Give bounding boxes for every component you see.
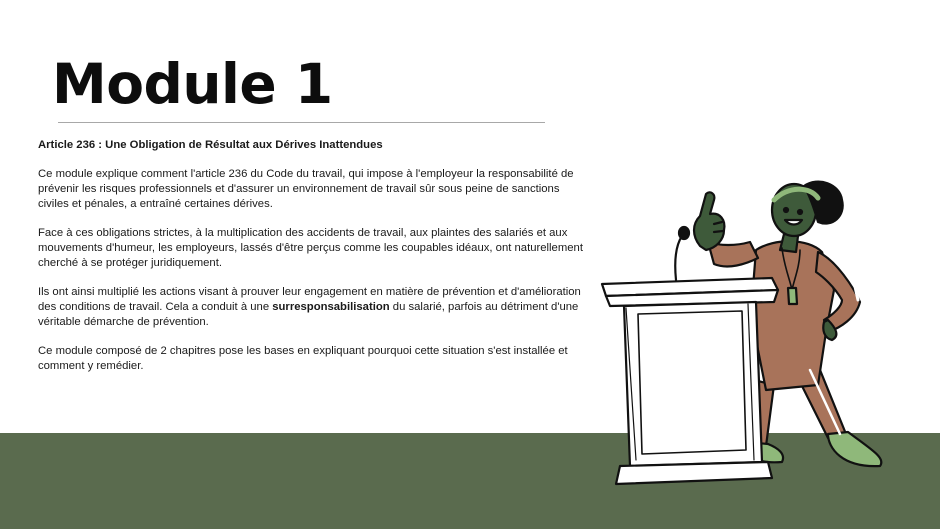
paragraph-4: Ce module composé de 2 chapitres pose les bases en expliquant pourquoi cette situation s'est installée et comment y remédier. xyxy=(38,345,568,372)
article-heading: Article 236 : Une Obligation de Résultat aux Dérives Inattendues xyxy=(38,139,383,151)
paragraph-3-end: du salarié, parfois au détriment d'une véritable démarche de prévention. xyxy=(38,301,579,328)
paragraph-2: Face à ces obligations strictes, à la multiplication des accidents de travail, aux plaintes des salariés et aux mouvements d'humeur, les employeurs, lassés d'être perçus comme les coupables idéaux, ont naturellement cherché à se protéger juridiquement. xyxy=(38,227,583,269)
module-description xyxy=(38,138,590,388)
speaker-at-podium-icon xyxy=(596,180,896,500)
page-title: Module 1 xyxy=(52,52,333,116)
paragraph-3 xyxy=(38,285,590,330)
title-divider xyxy=(58,122,545,123)
paragraph-3-start: Ils ont ainsi multiplié les actions visant à prouver leur engagement en matière de prévention et d'amélioration des conditions de travail. Cela a conduit à une xyxy=(38,286,581,313)
paragraph-1: Ce module explique comment l'article 236 du Code du travail, qui impose à l'employeur la responsabilité de prévenir les risques professionnels et d'assurer un environnement de travail sûr sous peine de sanctions civiles et pénales, a entraîné certaines dérives. xyxy=(38,168,574,210)
paragraph-3-highlight: surresponsabilisation xyxy=(272,301,390,313)
